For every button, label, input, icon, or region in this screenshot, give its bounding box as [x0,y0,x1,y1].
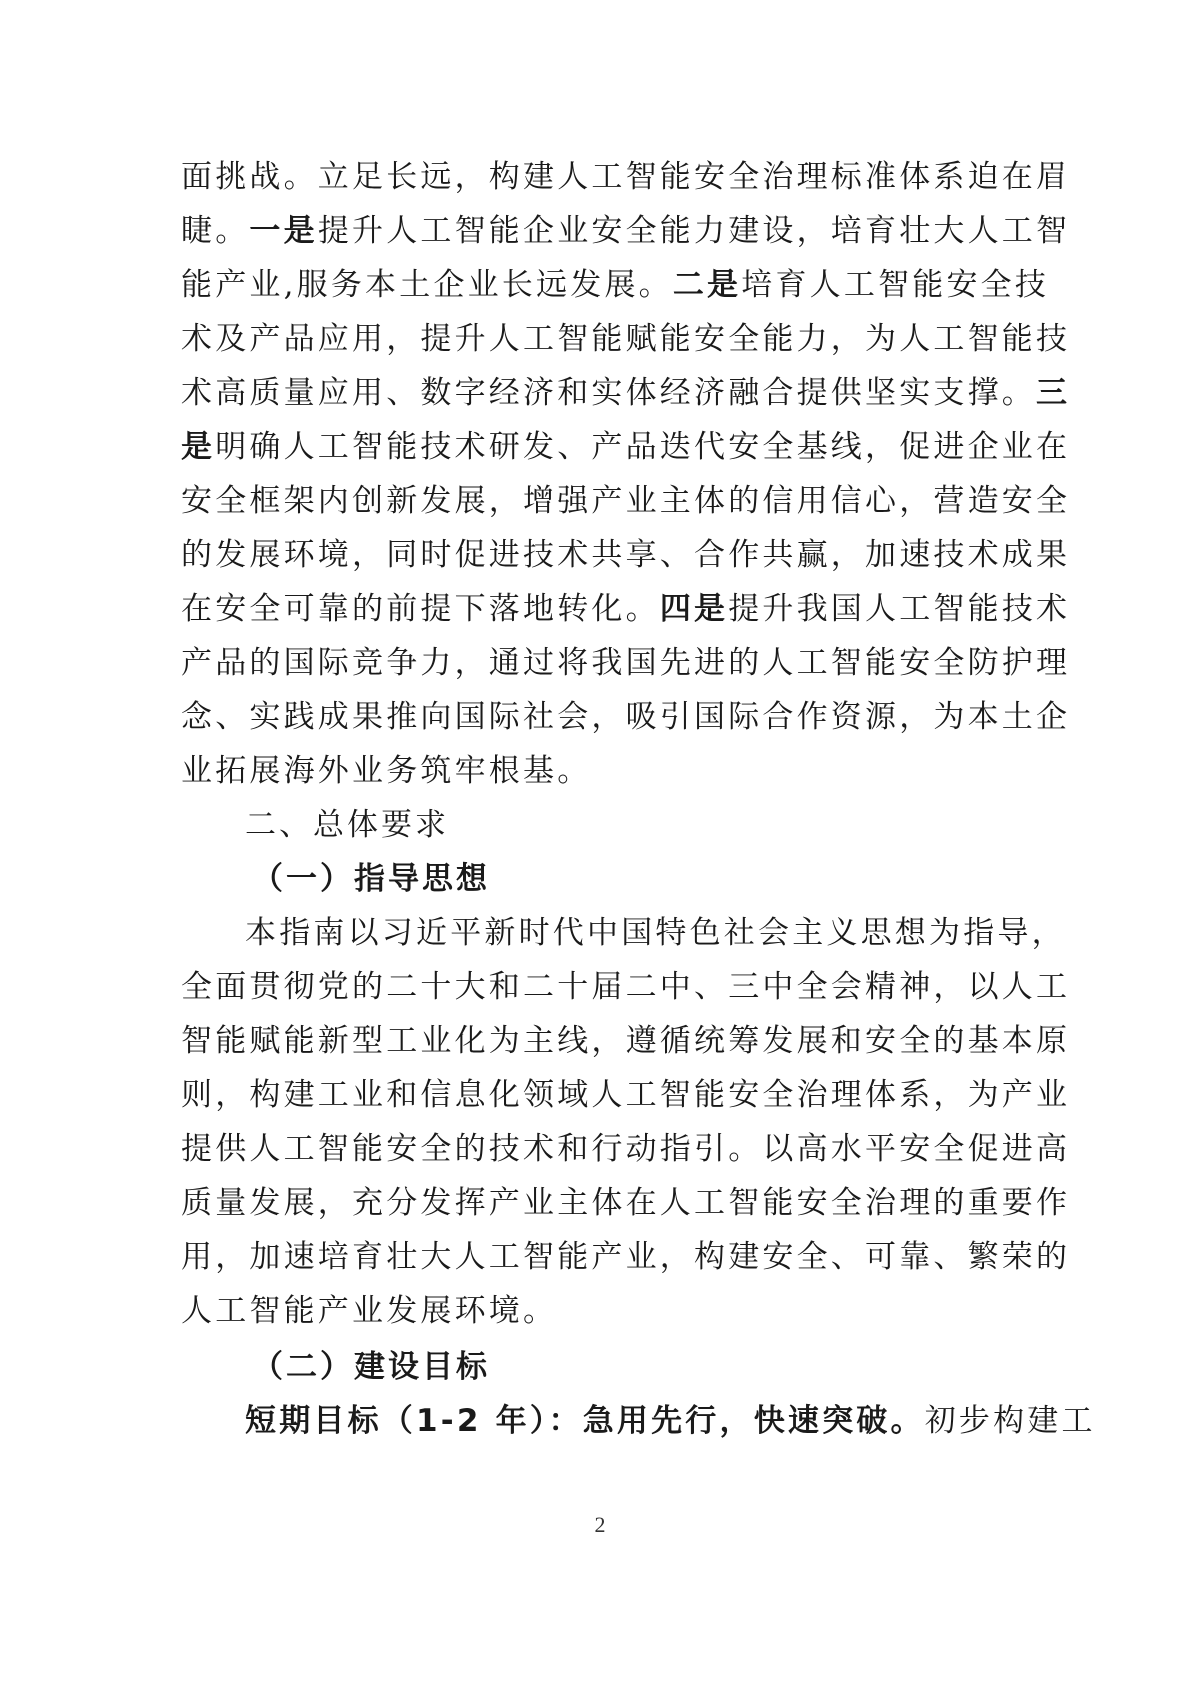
subsection-heading [252,852,490,906]
text-run: 质量发展，充分发挥产业主体在人工智能安全治理的重要作 [181,1185,1071,1221]
paragraph-line [181,420,1071,474]
bold-lead: 短期目标（1-2 年）：急用先行，快速突破。 [245,1403,925,1439]
text-run: 的发展环境，同时促进技术共享、合作共赢，加速技术成果 [181,537,1071,573]
text-run: 睫。 [181,213,250,249]
paragraph-line [181,474,1071,528]
text-run: 提升我国人工智能技术 [728,591,1071,627]
bold-marker: 是 [181,429,216,465]
text-run: 则，构建工业和信息化领域人工智能安全治理体系，为产业 [181,1077,1071,1113]
paragraph-line [181,528,1071,582]
subsection-title: （一）指导思想 [252,861,490,897]
subsection-heading [252,1340,490,1394]
section-heading [245,798,449,852]
paragraph-line [181,1122,1071,1176]
paragraph-line [181,744,1021,798]
text-run: 产品的国际竞争力，通过将我国先进的人工智能安全防护理 [181,645,1071,681]
text-run: 在安全可靠的前提下落地转化。 [181,591,660,627]
bold-marker: 二是 [672,267,742,303]
bold-marker: 四是 [659,591,729,627]
paragraph-line [181,312,1071,366]
text-run: 培育人工智能安全技 [741,267,1050,303]
paragraph-line [181,150,1071,204]
text-run: 能产业,服务本土企业长远发展。 [181,267,673,303]
text-run: 本指南以习近平新时代中国特色社会主义思想为指导， [245,915,1066,951]
subsection-title: （二）建设目标 [252,1349,490,1385]
paragraph-line [181,204,1071,258]
text-run: 全面贯彻党的二十大和二十届二中、三中全会精神，以人工 [181,969,1071,1005]
paragraph-line [181,582,1071,636]
text-run: 业拓展海外业务筑牢根基。 [181,753,592,789]
paragraph-line [181,1068,1071,1122]
paragraph-line [181,1284,1021,1338]
paragraph-line [181,1176,1071,1230]
text-run: 面挑战。立足长远，构建人工智能安全治理标准体系迫在眉 [181,159,1071,195]
paragraph-line [181,960,1071,1014]
bold-marker: 三 [1036,375,1071,411]
text-run: 术高质量应用、数字经济和实体经济融合提供坚实支撑。 [181,375,1036,411]
paragraph-line [181,1230,1071,1284]
paragraph-line [245,1394,1096,1448]
text-run: 安全框架内创新发展，增强产业主体的信用信心，营造安全 [181,483,1071,519]
paragraph-line [181,1014,1071,1068]
paragraph-line [181,366,1071,420]
text-run: 初步构建工 [924,1403,1096,1439]
text-run: 用，加速培育壮大人工智能产业，构建安全、可靠、繁荣的 [181,1239,1071,1275]
text-run: 提供人工智能安全的技术和行动指引。以高水平安全促进高 [181,1131,1071,1167]
paragraph-line [181,690,1071,744]
section-title: 二、总体要求 [245,807,449,843]
paragraph-line [181,258,1050,312]
paragraph-line [245,906,1066,960]
bold-marker: 一是 [249,213,318,249]
text-run: 术及产品应用，提升人工智能赋能安全能力，为人工智能技 [181,321,1071,357]
paragraph-line [181,636,1071,690]
text-run: 智能赋能新型工业化为主线，遵循统筹发展和安全的基本原 [181,1023,1071,1059]
text-run: 提升人工智能企业安全能力建设，培育壮大人工智 [317,213,1071,249]
text-run: 明确人工智能技术研发、产品迭代安全基线，促进企业在 [215,429,1071,465]
text-run: 人工智能产业发展环境。 [181,1293,558,1329]
page-number: 2 [594,1512,606,1537]
text-run: 念、实践成果推向国际社会，吸引国际合作资源，为本土企 [181,699,1071,735]
